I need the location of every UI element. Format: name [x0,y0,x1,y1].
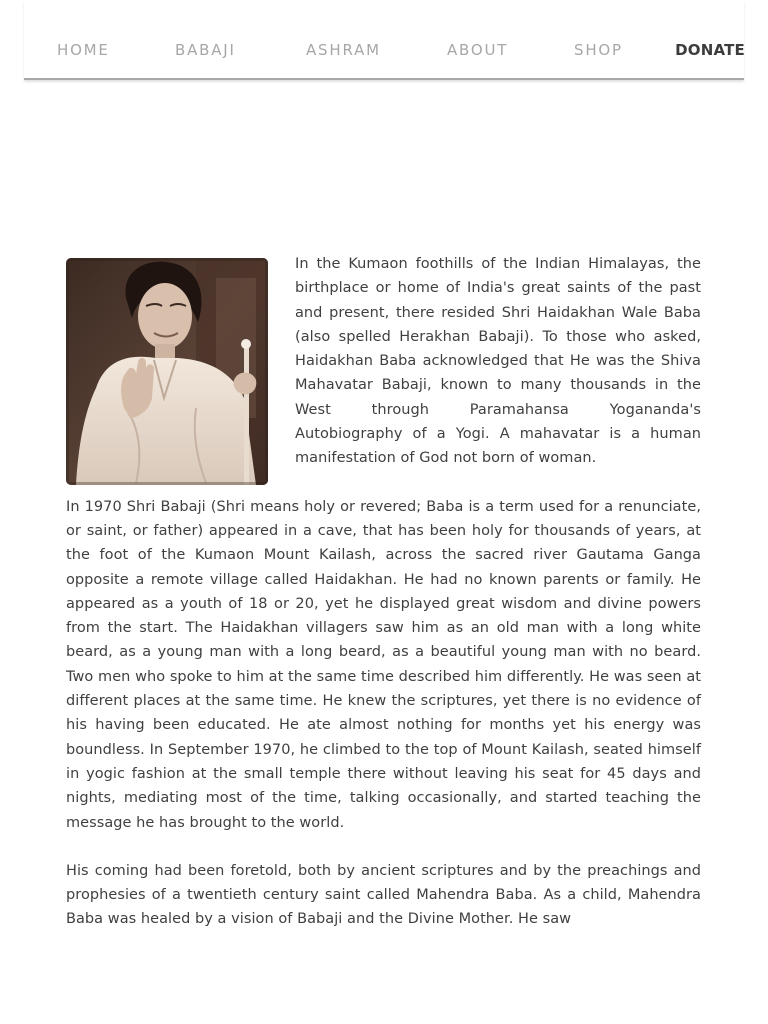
paragraph-appearance: In 1970 Shri Babaji (Shri means holy or revered; Baba is a term used for a renunciate, or saint, or father) appeared in a cave, that has been holy for thousands of years, at the foot of the Kumaon Mount Kailash, across the sacred river Gautama Ganga opposite a remote village called Haidakhan. He had no known parents or family. He appeared as a youth of 18 or 20, yet he displayed great wisdom and divine powers from the start. The Haidakhan villagers saw him as an old man with a long white beard, as a young man with a long beard, as a beautiful young man with no beard. Two men who spoke to him at the same time described him differently. He was seen at different places at the same time. He knew the scriptures, yet there is no evidence of his having been educated. He ate almost nothing for months yet his energy was boundless. In September 1970, he climbed to the top of Mount Kailash, seated himself in yogic fashion at the small temple there without leaving his seat for 45 days and nights, mediating most of the time, talking occasionally, and started teaching the message he has brought to the world. [66,498,701,831]
nav-shop-link[interactable]: SHOP [574,41,623,59]
babaji-portrait-photo [66,258,268,485]
babaji-portrait-illustration [66,258,268,485]
nav-ashram-link[interactable]: ASHRAM [306,41,381,59]
nav-about-link[interactable]: ABOUT [447,41,509,59]
paragraph-intro: In the Kumaon foothills of the Indian Himalayas, the birthplace or home of India's great saints of the past and present, there resided Shri Haidakhan Wale Baba (also spelled Herakhan Babaji). To those who asked, Haidakhan Baba acknowledged that He was the Shiva Mahavatar Babaji, known to many thousands in the West through Paramahansa Yogananda's Autobiography of a Yogi. A mahavatar is a human manifestation of God not born of woman. [295,256,701,467]
article-content [66,252,701,932]
nav-babaji-link[interactable]: BABAJI [175,41,236,59]
main-navigation [24,0,744,80]
paragraph-prophecy: His coming had been foretold, both by ancient scriptures and by the preachings and prophesies of a twentieth century saint called Mahendra Baba. As a child, Mahendra Baba was healed by a vision of Babaji and the Divine Mother. He saw [66,862,701,928]
nav-donate-link[interactable]: DONATE [675,41,745,59]
nav-home-link[interactable]: HOME [57,41,110,59]
